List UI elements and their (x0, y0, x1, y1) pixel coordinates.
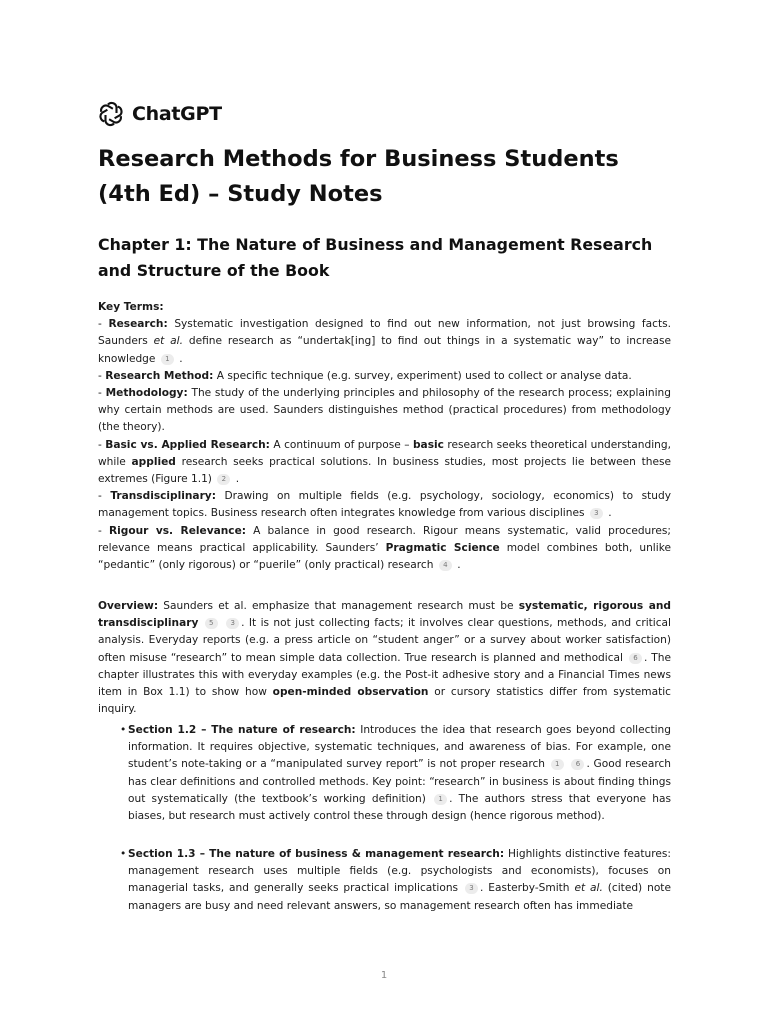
citation-marker[interactable]: 2 (217, 474, 230, 485)
page-number: 1 (380, 970, 388, 981)
key-term-item: - Methodology: The study of the underlying principles and philosophy of the research process; explaining why certain methods are used. Saunders distinguishes method (practical procedures) from methodology (the theory). (98, 387, 672, 434)
citation-marker[interactable]: 1 (551, 759, 564, 770)
key-term-item: - Transdisciplinary: Drawing on multiple fields (e.g. psychology, sociology, economics) to study management topics. Business research often integrates knowledge from various disciplines 3 . (98, 490, 671, 520)
citation-marker[interactable]: 6 (629, 653, 642, 664)
citation-marker[interactable]: 3 (226, 618, 239, 629)
bullet-icon: • (120, 848, 127, 860)
key-term-item: - Research Method: A specific technique (e.g. survey, experiment) used to collect or analyse data. (98, 369, 632, 382)
citation-marker[interactable]: 3 (590, 508, 603, 519)
overview-label: Overview: (98, 600, 159, 612)
document-title: Research Methods for Business Students (4th Ed) – Study Notes (98, 146, 619, 207)
section-bullet: • Section 1.2 – The nature of research: Introduces the idea that research goes beyond collecting information. It requires objective, systematic techniques, and awareness of bias. For example, one student’s note-taking or a “manipulated survey report” is not proper research 1 6 . Good research has clear definitions and controlled methods. Key point: “research” in business is about finding things out systematically (the textbook’s working definition) 1 . The authors stress that everyone has biases, but research must actively control these through design (hence rigorous method). (120, 724, 671, 823)
brand-name: ChatGPT (132, 103, 222, 125)
citation-marker[interactable]: 5 (205, 618, 218, 629)
section-bullet: • Section 1.3 – The nature of business & management research: Highlights distinctive features: management research uses multiple fields (e.g. psychologists and economists), focuses on managerial tasks, and generally seeks practical implications 3 . Easterby-Smith et al. (cited) note managers are busy and need relevant answers, so management research often has immediate (120, 848, 672, 912)
key-terms-heading: Key Terms: (98, 301, 164, 313)
citation-marker[interactable]: 1 (434, 794, 447, 805)
chapter-heading: Chapter 1: The Nature of Business and Management Research and Structure of the Book (98, 235, 653, 280)
citation-marker[interactable]: 3 (465, 883, 478, 894)
citation-marker[interactable]: 4 (439, 560, 452, 571)
key-term-item: - Research: Systematic investigation designed to find out new information, not just browsing facts. Saunders et al. define research as “undertak[ing] to find out things in a systematic way” to increase knowledge 1 . (98, 318, 671, 365)
key-term-item: - Rigour vs. Relevance: A balance in good research. Rigour means systematic, valid procedures; relevance means practical applicability. Saunders’ Pragmatic Science model combines both, unlike “pedantic” (only rigorous) or “puerile” (only practical) research 4 . (98, 524, 672, 572)
brand-header (98, 101, 222, 127)
openai-logo-icon (98, 101, 124, 127)
citation-marker[interactable]: 6 (571, 759, 584, 770)
overview-paragraph: Overview: Saunders et al. emphasize that management research must be systematic, rigorous and transdisciplinary 5 3 . It is not just collecting facts; it involves clear questions, methods, and critical analysis. Everyday reports (e.g. a press article on “student anger” or a survey about worker satisfaction) often misuse “research” to mean simple data collection. True research is planned and methodical 6 . The chapter illustrates this with everyday examples (e.g. the Post-it adhesive story and a Financial Times news item in Box 1.1) to show how open-minded observation or cursory statistics differ from systematic inquiry. (98, 600, 672, 716)
bullet-icon: • (120, 724, 127, 736)
key-terms-block (98, 299, 671, 574)
citation-marker[interactable]: 1 (161, 354, 174, 365)
key-term-item: - Basic vs. Applied Research: A continuum of purpose – basic research seeks theoretical understanding, while applied research seeks practical solutions. In business studies, most projects lie between these extremes (Figure 1.1) 2 . (98, 438, 672, 486)
